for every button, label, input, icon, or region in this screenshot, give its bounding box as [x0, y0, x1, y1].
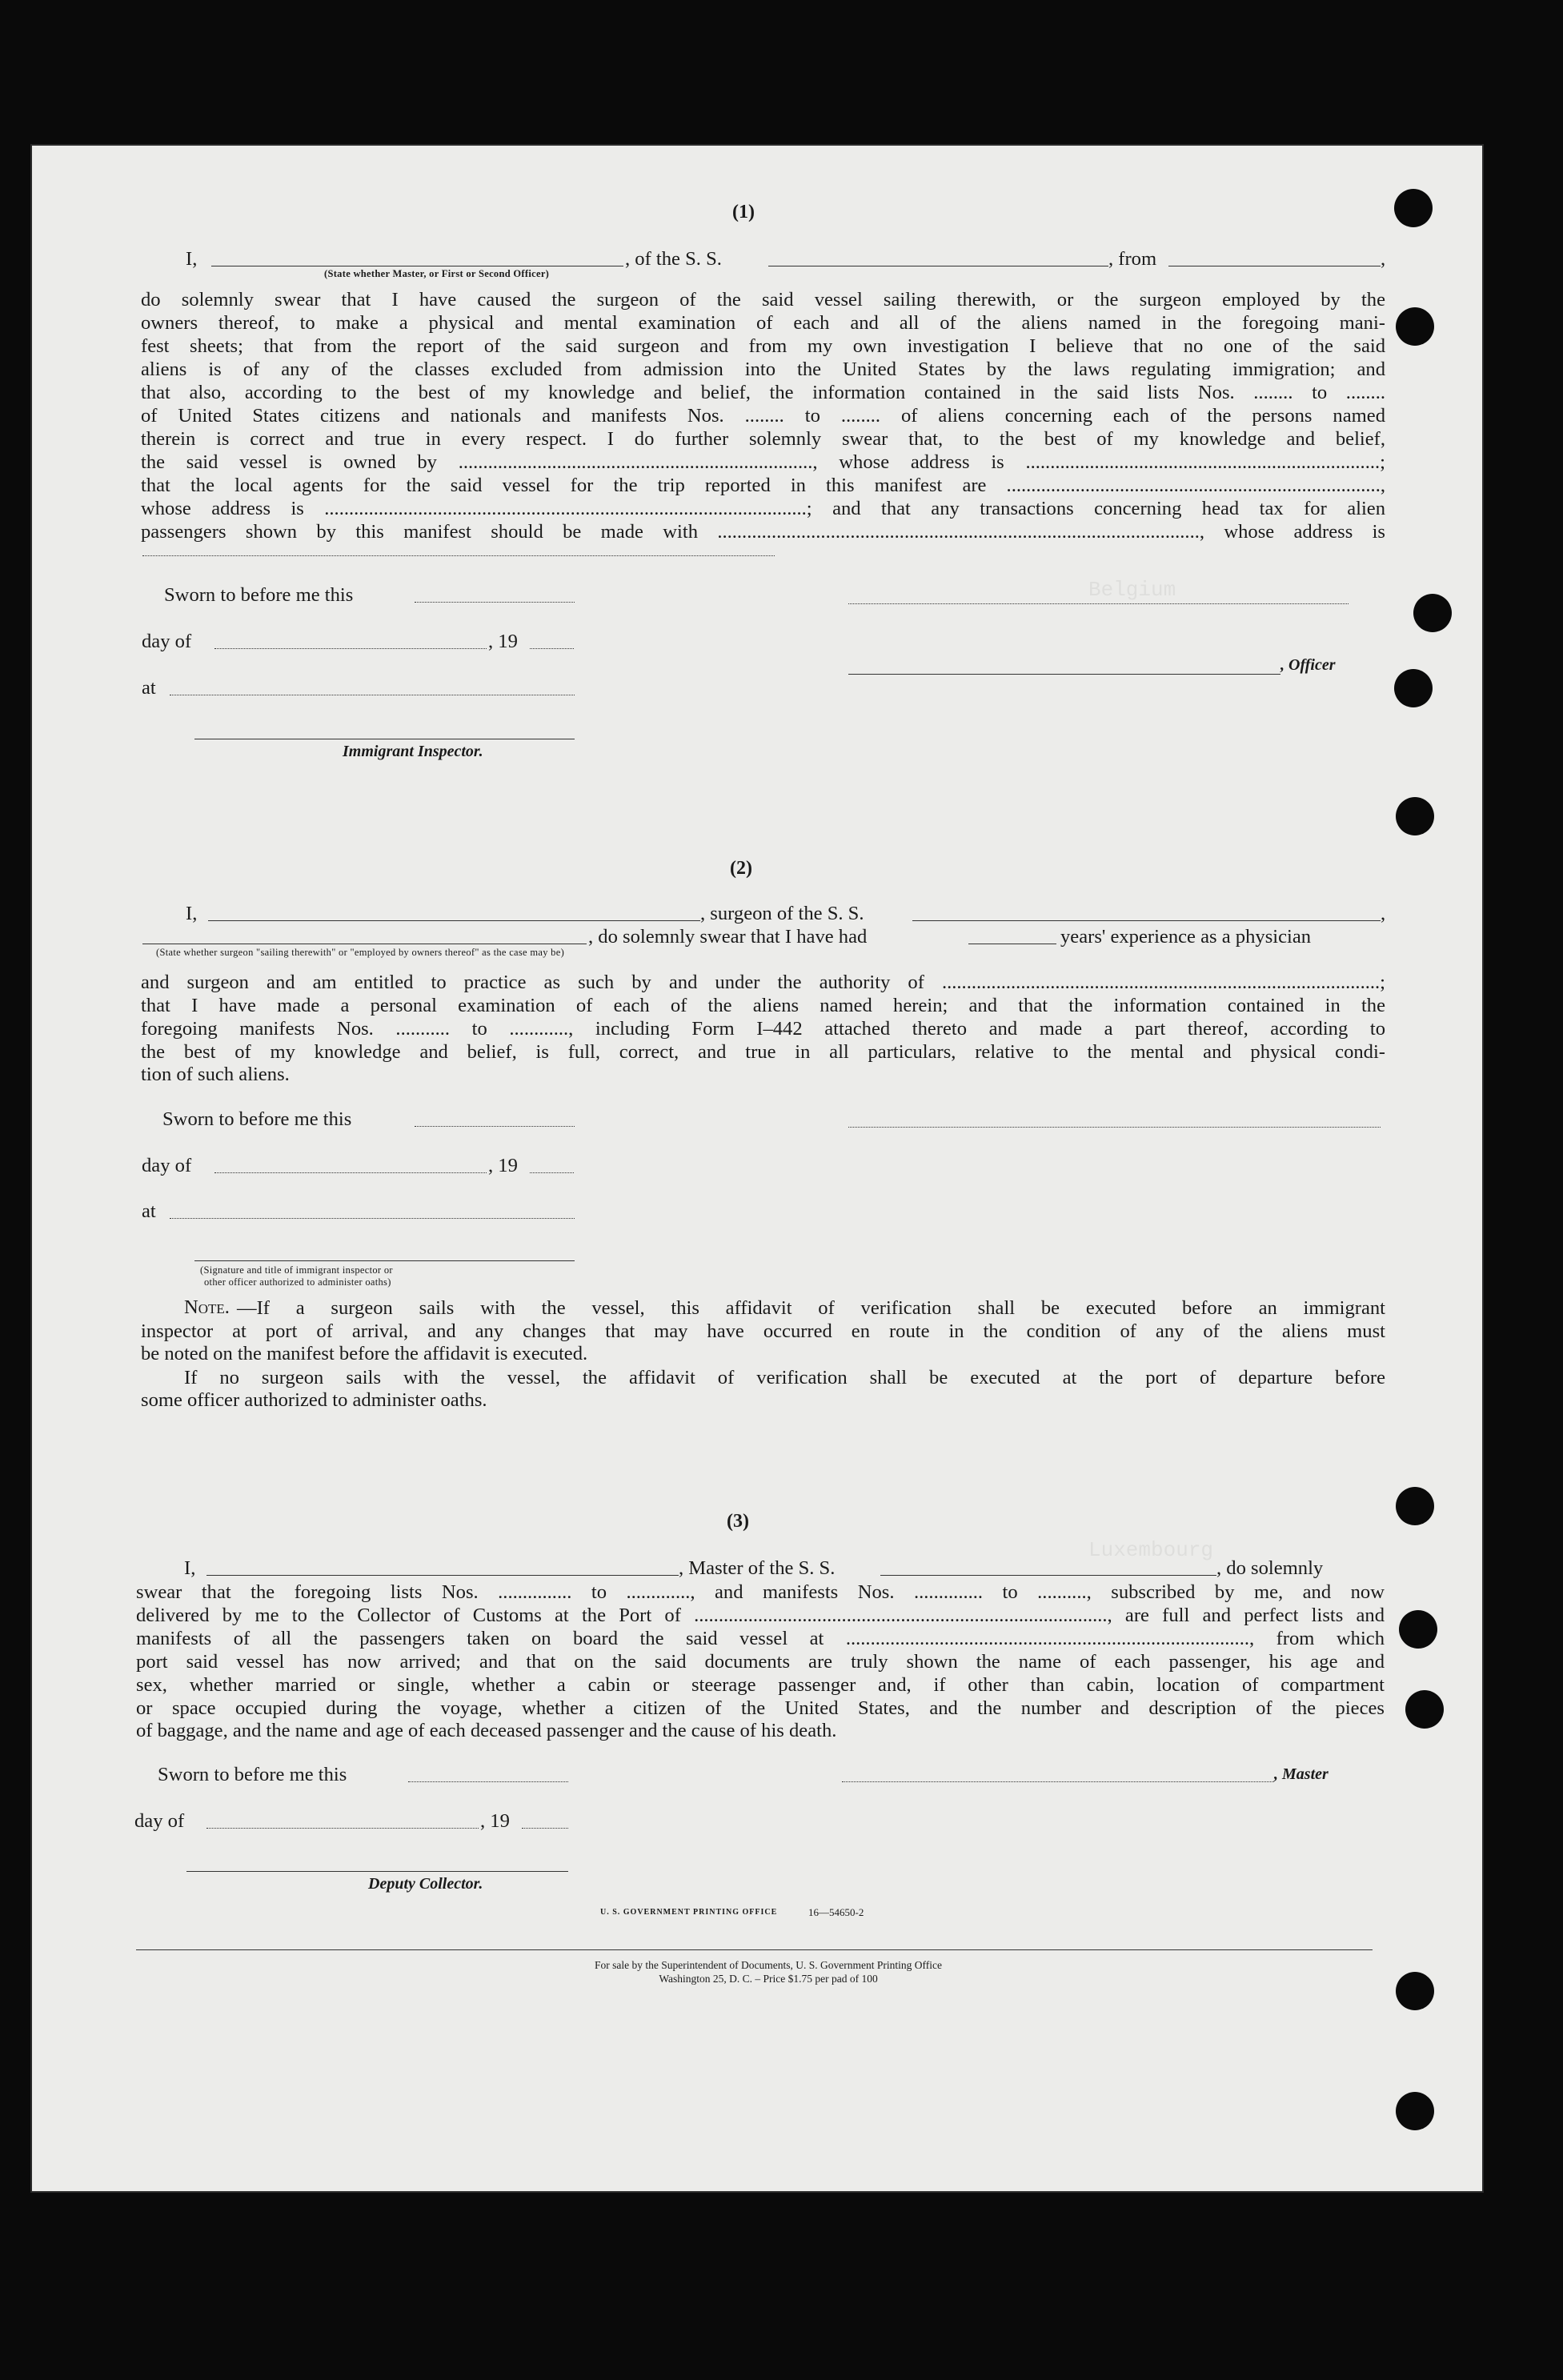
s1-officer-signature-line[interactable] [848, 674, 1280, 675]
sale-notice-line-1: For sale by the Superintendent of Documents, U. S. Government Printing Office [595, 1959, 942, 1971]
s3-vessel-field[interactable] [880, 1575, 1216, 1576]
s2-caption: (State whether surgeon "sailing therewith" or "employed by owners thereof" as the case may be) [156, 947, 565, 958]
s2-year-label: , 19 [488, 1155, 518, 1176]
section-3-number: (3) [727, 1511, 749, 1532]
s1-oath-text [141, 288, 1385, 543]
s2-at-field[interactable] [170, 1218, 575, 1219]
s2-note2-text [141, 1366, 1385, 1389]
s3-line: or space occupied during the voyage, whether a citizen of the United States, and the number and description of the pieces [136, 1697, 1385, 1719]
s3-year-label: , 19 [480, 1810, 510, 1832]
punch-hole [1413, 594, 1452, 632]
s1-caption: (State whether Master, or First or Second Officer) [324, 268, 550, 279]
s2-year-field[interactable] [530, 1172, 574, 1173]
s1-line: fest sheets; that from the report of the said surgeon and from my own investigation I believe that no one of the said [141, 335, 1385, 357]
punch-hole [1396, 1487, 1434, 1525]
show-through-text: Luxembourg [1088, 1538, 1214, 1562]
s3-sworn-date-field[interactable] [408, 1781, 568, 1782]
s3-line: delivered by me to the Collector of Customs at the Port of ...................................................................................., are full and perfect lists and [136, 1605, 1385, 1626]
s3-master-name-field[interactable] [206, 1575, 679, 1576]
s2-note2-line-2: some officer authorized to administer oaths. [141, 1389, 487, 1411]
s2-swear-label: , do solemnly swear that I have had [588, 926, 868, 948]
s2-experience-label: years' experience as a physician [1060, 926, 1312, 948]
s3-master-caption: , Master [1274, 1765, 1329, 1783]
s1-officer-caption: , Officer [1280, 656, 1336, 674]
s3-day-of-label: day of [134, 1810, 185, 1832]
s1-from-label: , from [1108, 248, 1157, 270]
punch-hole [1396, 2092, 1434, 2130]
form-code: 16—54650-2 [808, 1906, 864, 1918]
s2-note-label: Note. [184, 1296, 230, 1318]
punch-hole [1396, 307, 1434, 346]
s1-day-of-label: day of [142, 631, 192, 652]
s2-note-line: —If a surgeon sails with the vessel, this affidavit of verification shall be executed before an immigrant [237, 1297, 1385, 1319]
punch-hole [1396, 797, 1434, 835]
s1-day-field[interactable] [214, 648, 487, 649]
s1-line: do solemnly swear that I have caused the surgeon of the said vessel sailing therewith, or the surgeon employed by the [141, 289, 1385, 311]
s2-comma: , [1381, 903, 1386, 924]
s2-note-line: inspector at port of arrival, and any changes that may have occurred en route in the condition of any of the aliens must [141, 1320, 1385, 1342]
s3-sworn-label: Sworn to before me this [158, 1764, 347, 1785]
s1-inspector-caption: Immigrant Inspector. [343, 743, 483, 760]
punch-hole [1405, 1690, 1444, 1729]
s1-line: therein is correct and true in every respect. I do further solemnly swear that, to the best of my knowledge and belief, [141, 428, 1385, 450]
s3-line: swear that the foregoing lists Nos. ............... to ............., and manifests Nos. .............. to .........., subscribed by me, and now [136, 1581, 1385, 1603]
s2-surgeon-of-label: , surgeon of the S. S. [700, 903, 864, 924]
s1-of-ss-label: , of the S. S. [625, 248, 722, 270]
sale-notice-line-2: Washington 25, D. C. – Price $1.75 per pad of 100 [659, 1973, 878, 1985]
s1-line: aliens is of any of the classes excluded from admission into the United States by the laws regulating immigration; and [141, 359, 1385, 380]
s1-transaction-continuation-field[interactable] [142, 555, 775, 556]
s1-line: the said vessel is owned by ........................................................................, whose address is ........................................................................; [141, 451, 1385, 473]
s2-line: and surgeon and am entitled to practice as such by and under the authority of .........................................................................................; [141, 972, 1385, 993]
s1-line: owners thereof, to make a physical and mental examination of each and all of the aliens named in the foregoing mani- [141, 312, 1385, 334]
s2-note-text [141, 1296, 1385, 1343]
s1-i-label: I, [186, 248, 198, 270]
s1-line: passengers shown by this manifest should be made with .................................................................................................., whose address is [141, 521, 1385, 543]
s2-at-label: at [142, 1200, 156, 1222]
s2-note2-line: If no surgeon sails with the vessel, the affidavit of verification shall be executed at the port of departure before [184, 1367, 1385, 1388]
s1-line: of United States citizens and nationals and manifests Nos. ........ to ........ of aliens concerning each of the persons named [141, 405, 1385, 427]
s1-line: that the local agents for the said vessel for the trip reported in this manifest are ............................................................................, [141, 475, 1385, 496]
s1-year-field[interactable] [530, 648, 574, 649]
s2-sworn-label: Sworn to before me this [162, 1108, 352, 1130]
s2-last-line: tion of such aliens. [141, 1064, 290, 1085]
s2-inspector-signature-line[interactable] [194, 1260, 575, 1261]
s3-day-field[interactable] [206, 1828, 479, 1829]
s2-day-field[interactable] [214, 1172, 487, 1173]
manifest-affidavit-sheet [32, 146, 1482, 2191]
punch-hole [1394, 669, 1433, 707]
s2-line: that I have made a personal examination of each of the aliens named herein; and that the information contained in the [141, 995, 1385, 1016]
punch-hole [1399, 1610, 1437, 1649]
s2-note-line-3: be noted on the manifest before the affidavit is executed. [141, 1343, 588, 1364]
s1-sworn-label: Sworn to before me this [164, 584, 354, 606]
s2-line: foregoing manifests Nos. ........... to ............, including Form I–442 attached thereto and made a part thereof, according to [141, 1018, 1385, 1040]
punch-hole [1394, 189, 1433, 227]
s1-comma: , [1381, 248, 1386, 270]
footer-divider [136, 1949, 1373, 1950]
s3-master-of-label: , Master of the S. S. [679, 1557, 836, 1579]
s2-line: the best of my knowledge and belief, is full, correct, and true in all particulars, relative to the mental and physical condi- [141, 1041, 1385, 1063]
s3-line: port said vessel has now arrived; and that on the said documents are truly shown the name of each passenger, his age and [136, 1651, 1385, 1673]
s2-vessel-field[interactable] [912, 920, 1381, 921]
s2-day-of-label: day of [142, 1155, 192, 1176]
s1-line: whose address is ..................................................................................................; and that any transactions concerning head tax for alien [141, 498, 1385, 519]
s3-oath-text [136, 1581, 1385, 1720]
s3-i-label: I, [184, 1557, 196, 1579]
s3-line: sex, whether married or single, whether a cabin or steerage passenger and, if other than cabin, location of compartment [136, 1674, 1385, 1696]
s2-oath-text [141, 971, 1385, 1064]
s3-line: manifests of all the passengers taken on board the said vessel at .................................................................................., from which [136, 1628, 1385, 1649]
section-1-number: (1) [732, 202, 755, 222]
s2-i-label: I, [186, 903, 198, 924]
s1-year-label: , 19 [488, 631, 518, 652]
s1-at-label: at [142, 677, 156, 699]
s2-sig-caption-2: other officer authorized to administer oaths) [204, 1276, 391, 1288]
s3-solemnly-label: , do solemnly [1216, 1557, 1324, 1579]
s2-sig-caption-1: (Signature and title of immigrant inspector or [200, 1264, 393, 1276]
s1-line: that also, according to the best of my knowledge and belief, the information contained in the said lists Nos. ........ to ........ [141, 382, 1385, 403]
punch-hole [1396, 1972, 1434, 2010]
s2-surgeon-signature-line[interactable] [848, 1127, 1381, 1128]
s3-deputy-signature-line[interactable] [186, 1871, 568, 1872]
section-2-number: (2) [730, 858, 752, 879]
s2-surgeon-name-field[interactable] [208, 920, 700, 921]
s3-year-field[interactable] [522, 1828, 568, 1829]
gpo-imprint: U. S. GOVERNMENT PRINTING OFFICE [600, 1908, 778, 1917]
s3-last-line: of baggage, and the name and age of each deceased passenger and the cause of his death. [136, 1720, 837, 1741]
show-through-text: Belgium [1088, 578, 1176, 602]
s3-deputy-caption: Deputy Collector. [368, 1875, 483, 1893]
s2-sworn-date-field[interactable] [415, 1126, 575, 1127]
s1-sworn-date-field[interactable] [415, 602, 575, 603]
s1-officer-signature-top-line[interactable] [848, 603, 1349, 604]
s3-master-signature-line[interactable] [842, 1781, 1274, 1782]
